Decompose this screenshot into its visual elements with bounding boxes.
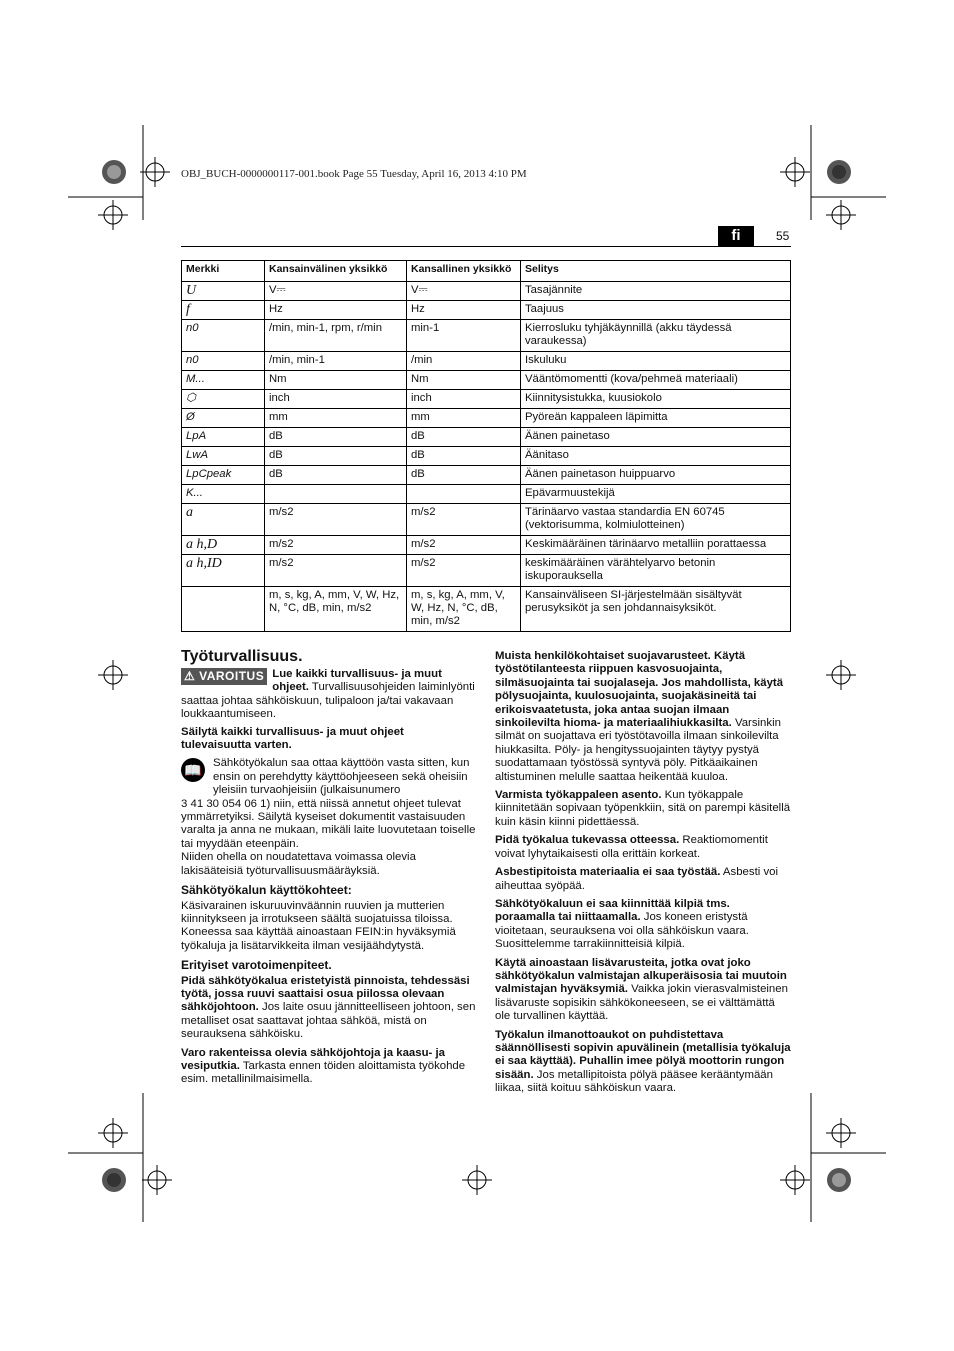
left-column	[181, 668, 477, 1092]
symbol-table	[181, 260, 791, 632]
table-row	[182, 555, 791, 587]
p1-bold: Pidä sähkötyökalua eristetyistä pinnoista, tehdessäsi työtä, jossa ruuvi saattaisi osua piilossa olevaan sähköjohtoon.	[181, 974, 470, 1014]
table-cell-intl: inch	[265, 390, 407, 409]
use-title: Sähkötyökalun käyttökohteet:	[181, 883, 352, 898]
table-cell-desc: keskimääräinen värähtelyarvo betonin iskuporauksella	[521, 555, 791, 587]
use-text-2: Koneessa saa käyttää ainoastaan FEIN:in hyväksymiä työkaluja ja lisätarvikkeita ilman vesijäähdytystä.	[181, 926, 456, 952]
r4-bold: Asbestipitoista materiaalia ei saa työstää.	[495, 866, 721, 879]
table-row	[182, 428, 791, 447]
table-cell-nat: Nm	[407, 371, 521, 390]
warning-badge: ⚠ VAROITUS	[181, 668, 267, 685]
table-row	[182, 504, 791, 536]
warning-triangle-icon: ⚠	[184, 668, 196, 683]
table-cell-sym	[182, 587, 265, 632]
table-cell-intl: dB	[265, 466, 407, 485]
table-cell-intl: Nm	[265, 371, 407, 390]
table-cell-sym: f	[182, 301, 265, 320]
table-cell-desc: Äänitaso	[521, 447, 791, 466]
table-cell-nat: dB	[407, 428, 521, 447]
table-cell-intl: m, s, kg, A, mm, V, W, Hz, N, °C, dB, min, m/s2	[265, 587, 407, 632]
table-cell-intl: Hz	[265, 301, 407, 320]
right-column	[495, 650, 791, 1101]
table-cell-intl: dB	[265, 447, 407, 466]
manual-text: Sähkötyökalun saa ottaa käyttöön vasta sitten, kun ensin on perehdytty käyttöohjeeseen sekä oheisiin yleisiin turvaohjeisiin (julkaisunumero	[213, 757, 470, 797]
r7-bold: Työkalun ilmanottoaukot on puhdistettava säännöllisesti sopivin apuvälinein (metallisia työkaluja ei saa käyttää). Puhallin imee pölyä moottorin rungon sisään.	[495, 1028, 791, 1081]
manual-text-cont: 3 41 30 054 06 1) niin, että niissä annetut ohjeet tulevat ymmärretyiksi. Säilytä kyseiset dokumentit vastaisuuden varalta ja anna ne mukaan, mikäli laite luovutetaan toiselle tai myydään eteenpäin.	[181, 797, 476, 850]
warning-bold: Lue kaikki turvallisuus- ja muut ohjeet.	[272, 668, 442, 694]
table-row	[182, 301, 791, 320]
table-cell-intl: mm	[265, 409, 407, 428]
table-cell-nat: Hz	[407, 301, 521, 320]
table-cell-intl: V⎓	[265, 282, 407, 301]
header-rule	[181, 246, 791, 247]
table-cell-nat: mm	[407, 409, 521, 428]
column-header: Kansallinen yksikkö	[407, 261, 521, 282]
table-cell-nat: m/s2	[407, 555, 521, 587]
table-cell-desc: Epävarmuustekijä	[521, 485, 791, 504]
p1-text: Jos laite osuu jännitteelliseen johtoon, sen metalliset osat saattavat johtaa sähköä, mistä on seurauksena sähköisku.	[181, 1001, 476, 1041]
table-cell-desc: Kierrosluku tyhjäkäynnillä (akku täydessä varaukessa)	[521, 320, 791, 352]
section-title: Työturvallisuus.	[181, 648, 303, 665]
table-cell-nat: min-1	[407, 320, 521, 352]
table-cell-sym: a h,ID	[182, 555, 265, 587]
table-cell-nat: dB	[407, 466, 521, 485]
table-cell-sym: Ø	[182, 409, 265, 428]
table-cell-sym: LwA	[182, 447, 265, 466]
keep-instructions: Säilytä kaikki turvallisuus- ja muut ohjeet tulevaisuutta varten.	[181, 725, 404, 752]
table-cell-intl: dB	[265, 428, 407, 447]
table-row	[182, 447, 791, 466]
table-cell-sym: LpCpeak	[182, 466, 265, 485]
table-cell-nat: /min	[407, 352, 521, 371]
file-header-line: OBJ_BUCH-0000000117-001.book Page 55 Tuesday, April 16, 2013 4:10 PM	[181, 168, 527, 180]
table-cell-desc: Kansainväliseen SI-järjestelmään sisältyvät perusyksiköt ja sen johdannaisyksiköt.	[521, 587, 791, 632]
table-cell-desc: Iskuluku	[521, 352, 791, 371]
table-cell-desc: Äänen painetason huippuarvo	[521, 466, 791, 485]
table-cell-nat: V⎓	[407, 282, 521, 301]
table-row	[182, 587, 791, 632]
column-header: Merkki	[182, 261, 265, 282]
table-cell-sym: U	[182, 282, 265, 301]
table-cell-intl: m/s2	[265, 555, 407, 587]
table-cell-intl: /min, min-1	[265, 352, 407, 371]
r3-bold: Pidä työkalua tukevassa otteessa.	[495, 834, 680, 847]
table-row	[182, 282, 791, 301]
table-row	[182, 485, 791, 504]
table-cell-intl: m/s2	[265, 536, 407, 555]
p2-text: Tarkasta ennen töiden aloittamista työkohde esim. metallinilmaisimella.	[181, 1059, 466, 1086]
table-cell-sym: n0	[182, 320, 265, 352]
table-cell-nat: m/s2	[407, 504, 521, 536]
r1-bold: Muista henkilökohtaiset suojavarusteet. Käytä työstötilanteesta riippuen kasvosuojainta, silmäsuojainta tai suojalaseja. Jos mahdollista, käytä pölysuojainta, kuulosuojainta, suojakäsineitä tai erikoisvaatetusta, joka antaa suojan ilmaan sinkoilevilta hioma- ja materiaalihiukkasilta.	[495, 650, 784, 730]
table-cell-sym: M...	[182, 371, 265, 390]
r6-text: Vaikka jokin vierasvalmisteinen lisävaruste sopisikin sähkökoneeseen, se ei välttämättä ole turvallinen käyttää.	[495, 983, 788, 1023]
table-row	[182, 536, 791, 555]
r7-text: Jos metallipitoista pölyä pääsee kerääntymään liikaa, siitä koituu sähköiskun vaara.	[495, 1068, 773, 1095]
r2-text: Kun työkappale kiinnitetään sopivaan työpenkkiin, sitä on parempi käsitellä kuin käsin kiinni pidettäessä.	[495, 789, 791, 828]
read-manual-icon: 📖	[181, 758, 205, 782]
column-header: Kansainvälinen yksikkö	[265, 261, 407, 282]
table-cell-sym: K...	[182, 485, 265, 504]
language-badge: fi	[718, 226, 754, 246]
table-cell-sym: a	[182, 504, 265, 536]
table-cell-desc: Äänen painetaso	[521, 428, 791, 447]
warning-text: Turvallisuusohjeiden laiminlyönti saattaa johtaa sähköiskuun, tulipaloon ja/tai vakavaan loukkaantumiseen.	[181, 681, 475, 721]
table-cell-nat	[407, 485, 521, 504]
table-cell-sym: a h,D	[182, 536, 265, 555]
table-row	[182, 409, 791, 428]
table-cell-intl: m/s2	[265, 504, 407, 536]
table-cell-nat: m/s2	[407, 536, 521, 555]
table-cell-desc: Tärinäarvo vastaa standardia EN 60745 (vektorisumma, kolmiulotteinen)	[521, 504, 791, 536]
table-cell-nat: dB	[407, 447, 521, 466]
table-cell-sym: LpA	[182, 428, 265, 447]
table-header-row	[182, 261, 791, 282]
table-row	[182, 466, 791, 485]
r3-text: Reaktiomomentit voivat lyhytaikaisesti olla erittäin korkeat.	[495, 834, 768, 860]
r5-text: Jos koneen eristystä vioitetaan, seurauksena voi olla sähköiskun vaara. Suosittelemme tarrakiinnitteisiä kilpiä.	[495, 911, 749, 951]
table-cell-nat: m, s, kg, A, mm, V, W, Hz, N, °C, dB, min, m/s2	[407, 587, 521, 632]
table-cell-nat: inch	[407, 390, 521, 409]
legal-text: Niiden ohella on noudatettava voimassa olevia lakisääteisiä työturvallisuusmääräyksiä.	[181, 851, 416, 877]
table-cell-intl: /min, min-1, rpm, r/min	[265, 320, 407, 352]
special-title: Erityiset varotoimenpiteet.	[181, 958, 332, 973]
table-cell-desc: Taajuus	[521, 301, 791, 320]
table-cell-desc: Vääntömomentti (kova/pehmeä materiaali)	[521, 371, 791, 390]
table-cell-desc: Kiinnitysistukka, kuusiokolo	[521, 390, 791, 409]
use-text: Käsivarainen iskuruuvinväännin ruuvien ja mutterien kiinnitykseen ja irrotukseen säältä suojatuissa tiloissa.	[181, 899, 453, 925]
p2-bold: Varo rakenteissa olevia sähköjohtoja ja kaasu- ja vesiputkia.	[181, 1046, 446, 1072]
table-cell-desc: Tasajännite	[521, 282, 791, 301]
page-number: 55	[776, 229, 790, 243]
r5-bold: Sähkötyökaluun ei saa kiinnittää kilpiä tms. poraamalla tai niittaamalla.	[495, 897, 730, 924]
r4-text: Asbesti voi aiheuttaa syöpää.	[495, 866, 779, 892]
table-row	[182, 371, 791, 390]
table-cell-desc: Pyöreän kappaleen läpimitta	[521, 409, 791, 428]
table-row	[182, 390, 791, 409]
table-cell-desc: Keskimääräinen tärinäarvo metalliin porattaessa	[521, 536, 791, 555]
table-row	[182, 320, 791, 352]
column-header: Selitys	[521, 261, 791, 282]
table-row	[182, 352, 791, 371]
r1-text: Varsinkin silmät on suojattava eri työstötavoilla ilmaan sinkoilevilta hiukkasilta. Pöly- ja hengityssuojainten täytyy pystyä suodattamaan työstössä syntyvä pöly. Pitkäaikainen altistuminen melulle saattaa heikentää kuuloa.	[495, 717, 781, 783]
table-cell-sym: n0	[182, 352, 265, 371]
r2-bold: Varmista työkappaleen asento.	[495, 789, 662, 802]
r6-bold: Käytä ainoastaan lisävarusteita, jotka ovat joko sähkötyökalun valmistajan alkuperäisosia tai muutoin valmistajan hyväksymiä.	[495, 956, 787, 996]
table-cell-sym: ⬡	[182, 390, 265, 409]
table-cell-intl	[265, 485, 407, 504]
